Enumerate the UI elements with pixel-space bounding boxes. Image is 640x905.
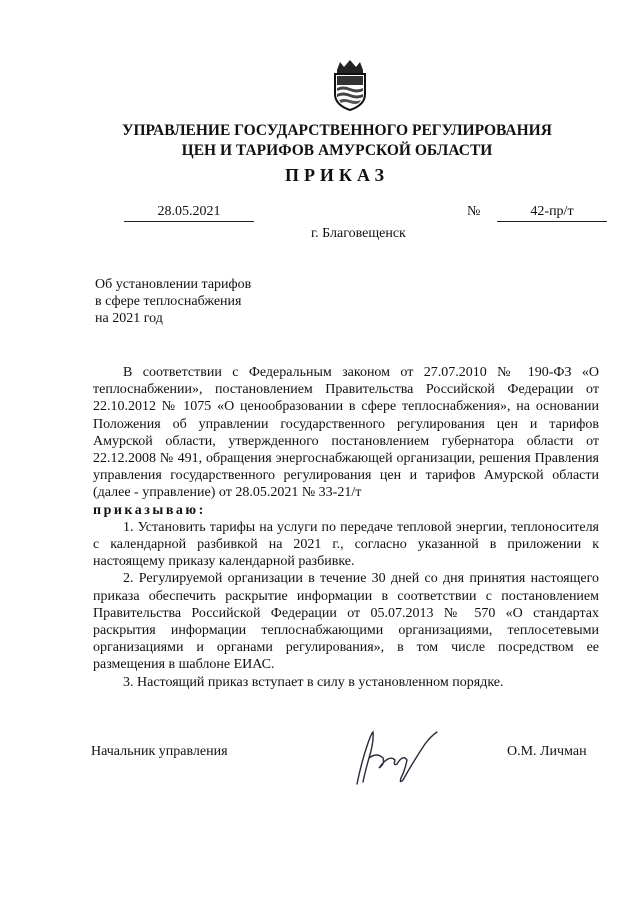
organization-line-1: УПРАВЛЕНИЕ ГОСУДАРСТВЕННОГО РЕГУЛИРОВАНИЯ — [122, 122, 552, 139]
decree-word: приказываю: — [93, 502, 206, 518]
document-title: ПРИКАЗ — [284, 165, 390, 185]
number-sign: № — [467, 204, 481, 219]
handwritten-signature — [343, 724, 443, 790]
order-number: 42-пр/т — [497, 204, 607, 222]
subject-line-2: в сфере теплоснабжения — [95, 294, 242, 309]
signatory-title: Начальник управления — [91, 744, 228, 759]
order-date: 28.05.2021 — [124, 204, 254, 222]
coat-of-arms-icon — [328, 58, 372, 112]
subject-line-1: Об установлении тарифов — [95, 277, 252, 292]
preamble: В соответствии с Федеральным законом от 27.07.2010 № 190-ФЗ «О теплоснабжении», постановлением Правительства Российской Федерации от 22.10.2012 № 1075 «О ценообразовании в сфере теплоснабжения», на основании Положения об управлении государственного регулирования цен и тарифов Амурской области, утвержденного постановлением губернатора области от 22.12.2008 № 491, обращения энергоснабжающей организации, решения Правления управления государственного регулирования цен и тарифов Амурской области (далее - управление) от 28.05.2021 № 33-21/т — [93, 365, 599, 501]
subject-line-3: на 2021 год — [95, 311, 163, 326]
order-body — [93, 364, 599, 691]
organization-header — [0, 121, 640, 161]
order-item-2: 2. Регулируемой организации в течение 30 дней со дня принятия настоящего приказа обеспечить раскрытие информации в соответствии с постановлением Правительства Российской Федерации от 05.07.2013 № 570 «О стандартах раскрытия информации теплоснабжающими организациями, теплосетевыми организациями и органами регулирования», в том числе посредством ее размещения в шаблоне ЕИАС. — [93, 571, 599, 673]
order-item-1: 1. Установить тарифы на услуги по передаче тепловой энергии, теплоносителя с календарной разбивкой на 2021 г., согласно указанной в приложении к настоящему приказу календарной разбивке. — [93, 519, 599, 570]
order-item-3: 3. Настоящий приказ вступает в силу в установленном порядке. — [123, 674, 504, 690]
organization-line-2: ЦЕН И ТАРИФОВ АМУРСКОЙ ОБЛАСТИ — [181, 142, 493, 159]
signatory-name: О.М. Личман — [507, 744, 587, 759]
order-subject — [95, 276, 315, 327]
city: г. Благовещенск — [311, 226, 406, 241]
